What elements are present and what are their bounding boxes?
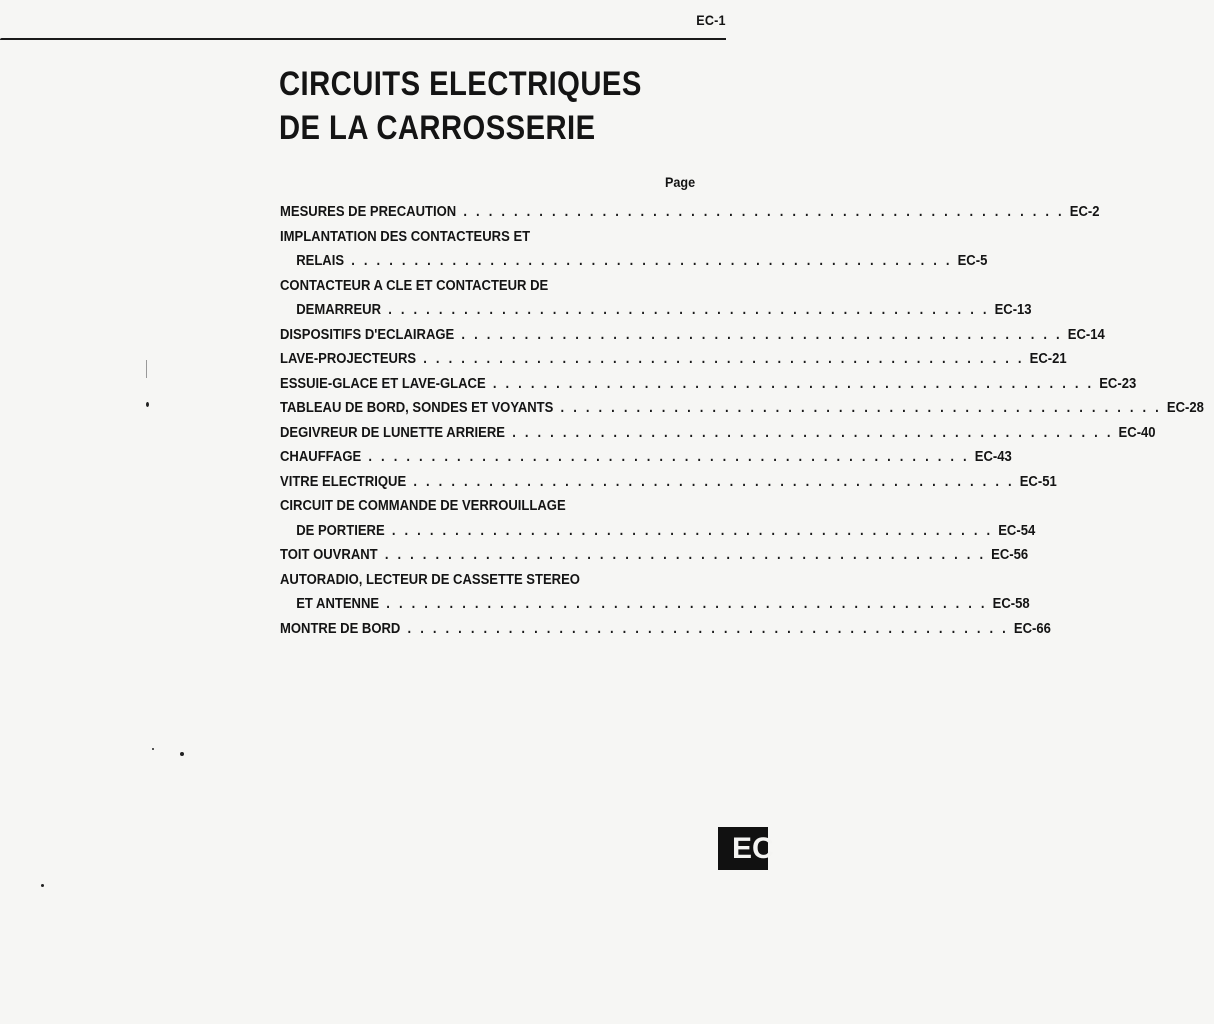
- scan-speck: [41, 884, 44, 887]
- toc-entry-page: EC-14: [1067, 326, 1105, 343]
- dot-leader: [461, 323, 1062, 348]
- toc-entry-line: [280, 347, 1067, 372]
- toc-entry-page: EC-40: [1118, 424, 1156, 441]
- toc-entry-label: ESSUIE-GLACE ET LAVE-GLACE: [280, 375, 486, 392]
- toc-entry: [280, 274, 1032, 323]
- toc-entry-line: [280, 617, 1051, 642]
- toc-entry-line: [280, 543, 1029, 568]
- toc-entry-line: [280, 445, 1012, 470]
- toc-entry-line: [280, 396, 1204, 421]
- toc-entry: [280, 372, 1137, 397]
- toc-entry-label: MONTRE DE BORD: [280, 620, 401, 637]
- toc-entry-label: CIRCUIT DE COMMANDE DE VERROUILLAGE: [280, 498, 566, 514]
- toc-entry-label: TOIT OUVRANT: [280, 547, 378, 563]
- toc-entry-label: CONTACTEUR A CLE ET CONTACTEUR DE: [280, 277, 549, 294]
- scan-speck: [146, 360, 147, 378]
- toc-entry-label: AUTORADIO, LECTEUR DE CASSETTE STEREO: [280, 571, 580, 588]
- toc-entry: [280, 543, 1029, 568]
- section-tab: EC: [718, 827, 768, 870]
- toc-entry-label: VITRE ELECTRIQUE: [280, 473, 407, 490]
- toc-entry-line: [280, 323, 1105, 348]
- dot-leader: [512, 421, 1113, 446]
- table-of-contents: [280, 200, 1204, 641]
- toc-entry: [280, 617, 1051, 642]
- toc-entry-label: DEGIVREUR DE LUNETTE ARRIERE: [280, 424, 506, 441]
- toc-entry-label: DEMARREUR: [296, 302, 382, 318]
- toc-entry-label: DISPOSITIFS D'ECLAIRAGE: [280, 326, 455, 343]
- title-line-1: CIRCUITS ELECTRIQUES: [279, 65, 642, 103]
- page-number: EC-1: [696, 12, 726, 28]
- toc-entry-page: EC-2: [1069, 204, 1100, 220]
- toc-entry-line: [280, 200, 1100, 225]
- toc-entry-page: EC-43: [974, 449, 1012, 465]
- dot-leader: [392, 519, 993, 544]
- toc-entry-line: [280, 421, 1156, 446]
- toc-entry: [280, 470, 1057, 495]
- toc-entry-label: TABLEAU DE BORD, SONDES ET VOYANTS: [280, 400, 554, 416]
- header-rule: [0, 38, 726, 40]
- toc-entry-page: EC-5: [957, 253, 988, 269]
- dot-leader: [351, 249, 952, 274]
- toc-entry: [280, 323, 1105, 348]
- toc-entry-label: CHAUFFAGE: [280, 449, 362, 465]
- toc-entry-continuation: [280, 249, 988, 274]
- scan-speck: [146, 402, 149, 407]
- page-column-heading: Page: [665, 174, 696, 190]
- toc-entry-page: EC-56: [991, 547, 1029, 563]
- toc-entry-page: EC-23: [1099, 375, 1137, 392]
- toc-entry: [280, 421, 1156, 446]
- toc-entry-line: [280, 494, 703, 519]
- toc-entry-page: EC-58: [992, 596, 1030, 612]
- title-line-2: DE LA CARROSSERIE: [279, 109, 596, 147]
- toc-entry-line: [280, 372, 1137, 397]
- toc-entry-label: MESURES DE PRECAUTION: [280, 204, 457, 220]
- toc-entry-page: EC-51: [1019, 473, 1057, 490]
- toc-entry-label: ET ANTENNE: [296, 596, 380, 612]
- dot-leader: [413, 470, 1014, 495]
- dot-leader: [368, 445, 969, 470]
- toc-entry-label: DE PORTIERE: [296, 522, 385, 539]
- scan-speck: [180, 752, 184, 756]
- toc-entry: [280, 200, 1100, 225]
- toc-entry-continuation: [280, 592, 1030, 617]
- toc-entry-line: [280, 470, 1057, 495]
- dot-leader: [493, 372, 1094, 397]
- toc-entry-continuation: [280, 298, 1032, 323]
- toc-entry: [280, 445, 1012, 470]
- toc-entry: [280, 396, 1204, 421]
- toc-entry-label: IMPLANTATION DES CONTACTEURS ET: [280, 228, 531, 245]
- dot-leader: [423, 347, 1024, 372]
- toc-entry-page: EC-13: [994, 302, 1032, 318]
- toc-entry: [280, 347, 1067, 372]
- dot-leader: [385, 543, 986, 568]
- toc-entry-page: EC-54: [998, 522, 1036, 539]
- scan-speck: [152, 748, 154, 750]
- toc-entry-label: LAVE-PROJECTEURS: [280, 351, 417, 367]
- dot-leader: [408, 617, 1009, 642]
- toc-entry-continuation: [280, 519, 1036, 544]
- dot-leader: [561, 396, 1162, 421]
- toc-entry: [280, 225, 988, 274]
- toc-entry: [280, 568, 1030, 617]
- toc-entry-page: EC-28: [1166, 400, 1204, 416]
- dot-leader: [388, 298, 989, 323]
- toc-entry: [280, 494, 1036, 543]
- dot-leader: [386, 592, 987, 617]
- dot-leader: [463, 200, 1064, 225]
- toc-entry-page: EC-66: [1013, 620, 1051, 637]
- toc-entry-line: [280, 568, 703, 593]
- toc-entry-line: [280, 225, 703, 250]
- toc-entry-label: RELAIS: [296, 253, 345, 269]
- page-title: [279, 62, 642, 150]
- toc-entry-line: [280, 274, 703, 299]
- toc-entry-page: EC-21: [1029, 351, 1067, 367]
